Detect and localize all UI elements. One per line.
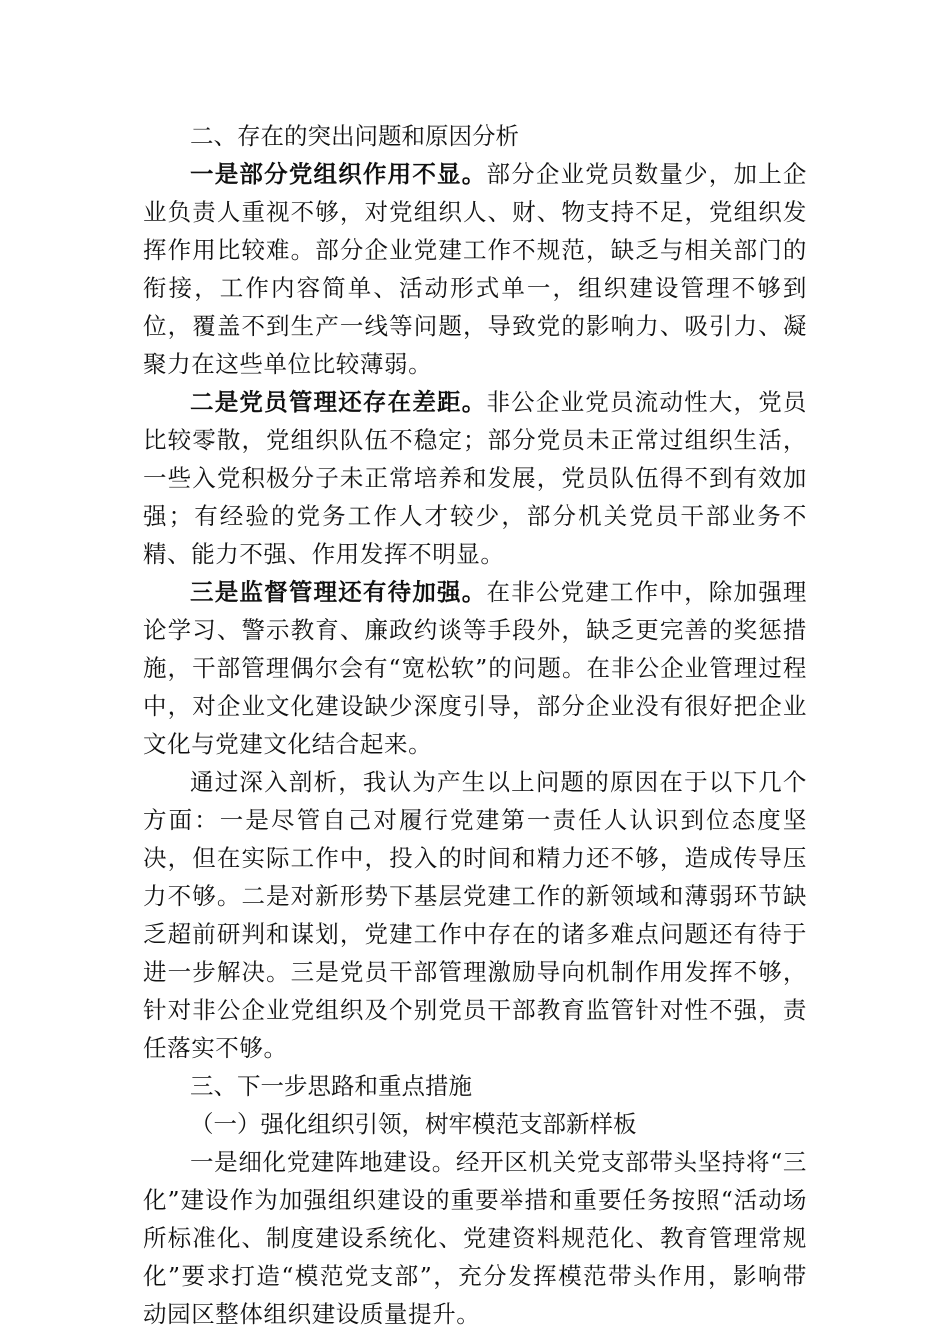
paragraph-1 <box>143 155 807 383</box>
paragraph-4: 通过深入剖析，我认为产生以上问题的原因在于以下几个方面：一是尽管自己对履行党建第一责任人认识到位态度坚决，但在实际工作中，投入的时间和精力还不够，造成传导压力不够。二是对新形势下基层党建工作的新领域和薄弱环节缺乏超前研判和谋划，党建工作中存在的诸多难点问题还有待于进一步解决。三是党员干部管理激励导向机制作用发挥不够，针对非公企业党组织及个别党员干部教育监管针对性不强，责任落实不够。 <box>143 768 807 1062</box>
paragraph-1-body: 部分企业党员数量少，加上企业负责人重视不够，对党组织人、财、物支持不足，党组织发挥作用比较难。部分企业党建工作不规范，缺乏与相关部门的衔接，工作内容简单、活动形式单一，组织建设管理不够到位，覆盖不到生产一线等问题，导致党的影响力、吸引力、凝聚力在这些单位比较薄弱。 <box>143 160 807 378</box>
section-2-title: 二、存在的突出问题和原因分析 <box>190 122 519 150</box>
section-3-title: 三、下一步思路和重点措施 <box>190 1072 472 1100</box>
subsection-1-title: （一）强化组织引领，树牢模范支部新样板 <box>190 1110 637 1138</box>
paragraph-2 <box>143 383 807 573</box>
paragraph-3 <box>143 573 807 763</box>
paragraph-2-lead: 二是党员管理还存在差距。 <box>190 388 487 416</box>
paragraph-2-body: 非公企业党员流动性大，党员比较零散，党组织队伍不稳定；部分党员未正常过组织生活，一些入党积极分子未正常培养和发展，党员队伍得不到有效加强；有经验的党务工作人才较少，部分机关党员干部业务不精、能力不强、作用发挥不明显。 <box>143 388 807 568</box>
paragraph-3-body: 在非公党建工作中，除加强理论学习、警示教育、廉政约谈等手段外，缺乏更完善的奖惩措施，干部管理偶尔会有“宽松软”的问题。在非公企业管理过程中，对企业文化建设缺少深度引导，部分企业没有很好把企业文化与党建文化结合起来。 <box>143 578 807 758</box>
paragraph-3-lead: 三是监督管理还有待加强。 <box>190 578 487 606</box>
paragraph-1-lead: 一是部分党组织作用不显。 <box>190 160 487 188</box>
document-page <box>143 117 807 1333</box>
paragraph-5: 一是细化党建阵地建设。经开区机关党支部带头坚持将“三化”建设作为加强组织建设的重要举措和重要任务按照“活动场所标准化、制度建设系统化、党建资料规范化、教育管理常规化”要求打造“模范党支部”，充分发挥模范带头作用，影响带动园区整体组织建设质量提升。 <box>143 1148 807 1328</box>
